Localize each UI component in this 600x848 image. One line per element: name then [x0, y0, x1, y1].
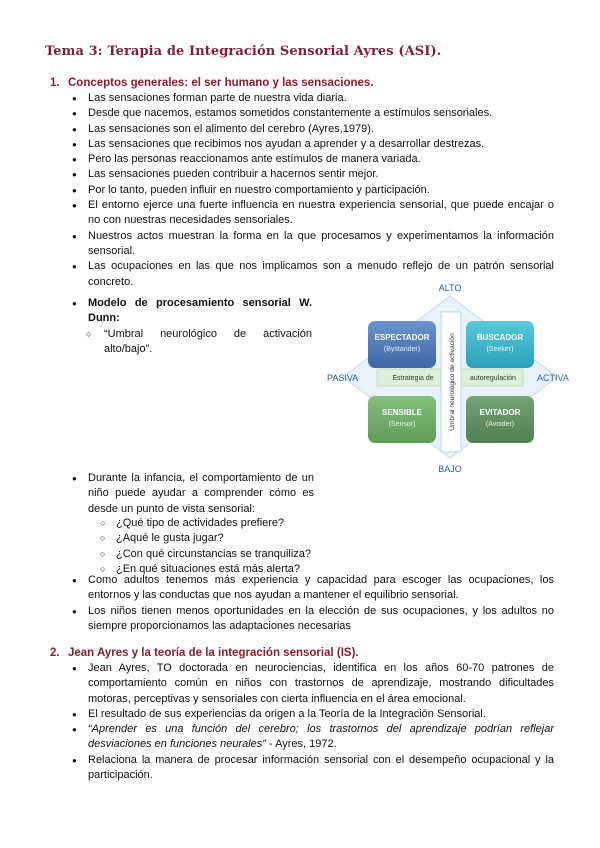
list-item: ● Las ocupaciones en las que nos implicamos son a menudo reflejo de un patrón sensorial concreto.: [72, 259, 554, 290]
list-item: ● Como adultos tenemos más experiencia y capacidad para escoger las ocupaciones, los entornos y las conductas que nos ayudan a mantener el equilibrio sensorial.: [72, 573, 554, 604]
q3-sub: (Sensor): [388, 421, 416, 428]
list-item: ○ ¿Con qué circunstancias se tranquiliza?: [100, 547, 372, 562]
list-item: ● Las sensaciones que recibimos nos ayudan a aprender y a desarrollar destrezas.: [72, 137, 554, 152]
ayres-quote-cite: - Ayres, 1972.: [265, 738, 337, 751]
q4-title: EVITADOR: [479, 408, 521, 417]
list-item: ● Las sensaciones son el alimento del cerebro (Ayres,1979).: [72, 122, 554, 137]
q3-title: SENSIBLE: [381, 408, 423, 417]
quadrant-buscador: [466, 321, 534, 368]
axis-left-label: PASIVA: [327, 373, 359, 383]
axis-right-label: ACTIVA: [537, 373, 569, 383]
childhood-list: [72, 471, 314, 517]
list-item: ● Nuestros actos muestran la forma en la que procesamos y experimentamos la información sensorial.: [72, 229, 554, 260]
quadrant-evitador: [466, 396, 534, 443]
sensory-processing-diagram: [325, 280, 585, 475]
vertical-axis-label: Umbral neurológico de activación: [449, 333, 456, 431]
horizontal-label-right: autoregulación: [470, 375, 516, 382]
quadrant-espectador: [368, 321, 436, 368]
dunn-model-sub: ○ “Umbral neurológico de activación alto/bajo”.: [86, 327, 312, 358]
horizontal-label-left: Estrategia de: [392, 375, 434, 382]
list-item: ● Pero las personas reaccionamos ante estímulos de manera variada.: [72, 152, 554, 167]
list-item: ○ ¿Aqué le gusta jugar?: [100, 531, 372, 546]
section-1-number: 1.: [50, 77, 60, 89]
section-1-title: Conceptos generales: el ser humano y las sensaciones.: [68, 77, 374, 89]
section-2-heading: [50, 647, 359, 659]
list-item: ● Durante la infancia, el comportamiento de un niño puede ayudar a comprender cómo es desde un punto de vista sensorial:: [72, 471, 314, 517]
list-item: ○ ¿En qué situaciones está más alerta?: [100, 562, 372, 577]
q4-sub: (Avoider): [485, 421, 515, 428]
ayres-quote: “Aprender es una función del cerebro; los trastornos del aprendizaje podrían reflejar desviaciones en funciones neurales”: [88, 723, 554, 751]
page-title: Tema 3: Terapia de Integración Sensorial Ayres (ASI).: [45, 44, 442, 59]
list-item: ● Relaciona la manera de procesar información sensorial con el desempeño ocupacional y la participación.: [72, 753, 554, 784]
axis-top-label: ALTO: [438, 283, 462, 293]
q1-sub: (Bystander): [383, 346, 421, 353]
section-1-heading: [50, 77, 374, 89]
list-item: ● El entorno ejerce una fuerte influencia en nuestra experiencia sensorial, que puede encajar o no con nuestras necesidades sensoriales.: [72, 198, 554, 229]
q1-title: ESPECTADOR: [374, 333, 430, 342]
list-item: ○ ¿Qué tipo de actividades prefiere?: [100, 516, 372, 531]
list-item: ● El resultado de sus experiencias da origen a la Teoría de la Integración Sensorial.: [72, 707, 554, 722]
dunn-model-heading: ● Modelo de procesamiento sensorial W. Dunn:: [72, 296, 312, 327]
quadrant-sensible: [368, 396, 436, 443]
list-item: ● Los niños tienen menos oportunidades en la elección de sus ocupaciones, y los adultos no siempre proporcionamos las adaptaciones necesarias: [72, 604, 554, 635]
q2-title: BUSCADOR: [476, 333, 524, 342]
list-item: ● Las sensaciones forman parte de nuestra vida diaria.: [72, 91, 554, 106]
list-item: ● Desde que nacemos, estamos sometidos constantemente a estímulos sensoriales.: [72, 106, 554, 121]
section-2-title: Jean Ayres y la teoría de la integración sensorial (IS).: [68, 647, 359, 659]
dunn-model-list: [72, 296, 312, 357]
section-1-bullets: [72, 91, 554, 290]
q2-sub: (Seeker): [486, 346, 514, 353]
section-2-number: 2.: [50, 647, 60, 659]
section-2-bullets: [72, 661, 554, 783]
axis-bottom-label: BAJO: [438, 464, 462, 474]
list-item: ● Jean Ayres, TO doctorada en neurociencias, identifica en los años 60-70 patrones de comportamiento común en niños con trastornos de aprendizaje, mostrando dificultades motoras, perceptivas y sensoriales con cierta influencia en el área emocional.: [72, 661, 554, 707]
list-item: ● Las sensaciones pueden contribuir a hacernos sentir mejor.: [72, 167, 554, 182]
questions-list: [72, 516, 372, 577]
list-item-quote: [72, 722, 554, 753]
adults-list: [72, 573, 554, 634]
list-item: ● Por lo tanto, pueden influir en nuestro comportamiento y participación.: [72, 183, 554, 198]
